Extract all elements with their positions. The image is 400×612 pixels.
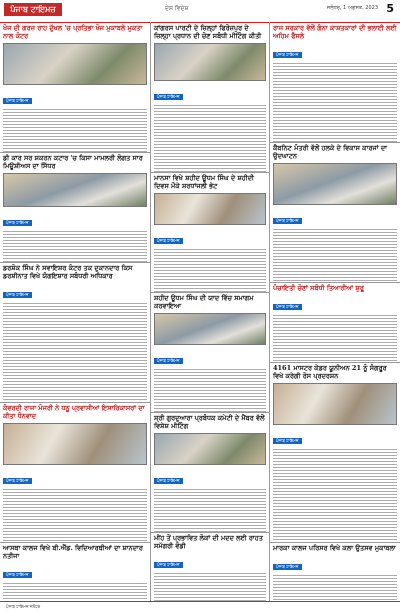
page-number: 5: [386, 2, 394, 15]
article-body: [3, 487, 147, 543]
footer-text: ਪੰਜਾਬ ਟਾਇਮਜ਼ ਜਲੰਧਰ: [6, 604, 41, 609]
story-photo: [3, 173, 147, 207]
story-photo: [154, 43, 266, 81]
story-headline: ਰਾਜ ਸਰਕਾਰ ਵੱਲੋਂ ਗੰਨਾ ਕਾਸ਼ਤਕਾਰਾਂ ਦੀ ਭਲਾਈ ਲਈ ਅਹਿਮ ਫੈਸਲੇ: [273, 24, 397, 40]
column-2: [151, 22, 269, 602]
article-body: [273, 573, 397, 602]
story-photo: [154, 433, 266, 465]
byline-tag: ਪੰਜਾਬ ਟਾਇਮਜ਼: [273, 52, 302, 58]
byline-tag: ਪੰਜਾਬ ਟਾਇਮਜ਼: [273, 304, 302, 310]
page-footer: [0, 601, 400, 612]
byline-tag: ਪੰਜਾਬ ਟਾਇਮਜ਼: [3, 478, 32, 484]
story: [270, 542, 400, 602]
story-headline: ਸ਼ਹੀਦ ਊਧਮ ਸਿੰਘ ਦੀ ਯਾਦ ਵਿੱਚ ਸਮਾਗਮ ਕਰਵਾਇਆ: [154, 294, 254, 310]
story: [151, 22, 269, 173]
article-body: [3, 581, 147, 602]
issue-date: ਜਲੰਧਰ, 1 ਅਗਸਤ, 2023: [326, 5, 378, 11]
masthead-title: ਪੰਜਾਬ ਟਾਇਮਜ਼: [4, 3, 62, 16]
section-name: ਦੇਸ਼ ਵਿਦੇਸ਼: [165, 5, 189, 12]
article-body: [273, 447, 397, 543]
byline-tag: ਪੰਜਾਬ ਟਾਇਮਜ਼: [154, 358, 183, 364]
story: [0, 402, 150, 543]
byline-tag: ਪੰਜਾਬ ਟਾਇਮਜ਼: [154, 478, 183, 484]
story-headline: ਆਸਥਾ ਕਾਲਜ ਵਿਖੇ ਬੀ.ਐੱਡ. ਵਿਦਿਆਰਥੀਆਂ ਦਾ ਸ਼ਾਨਦਾਰ ਨਤੀਜਾ: [3, 544, 143, 560]
byline-tag: ਪੰਜਾਬ ਟਾਇਮਜ਼: [273, 438, 302, 444]
story-photo: [273, 383, 397, 425]
article-body: [154, 103, 266, 173]
article-body: [154, 571, 266, 602]
story-headline: ਮੀਂਹ ਤੋਂ ਪ੍ਰਭਾਵਿਤ ਲੋਕਾਂ ਦੀ ਮਦਦ ਲਈ ਰਾਹਤ ਸਮੱਗਰੀ ਵੰਡੀ: [154, 534, 263, 550]
story: [0, 22, 150, 153]
byline-tag: ਪੰਜਾਬ ਟਾਇਮਜ਼: [3, 220, 32, 226]
byline-tag: ਪੰਜਾਬ ਟਾਇਮਜ਼: [154, 94, 183, 100]
story-headline: ਸ਼੍ਰੀ ਗੁਰਦੁਆਰਾ ਪ੍ਰਬੰਧਕ ਕਮੇਟੀ ਦੇ ਮੈਂਬਰ ਵੱਲੋਂ ਵਿਸ਼ੇਸ਼ ਮੀਟਿੰਗ: [154, 414, 265, 430]
story-photo: [154, 313, 266, 345]
story-headline: ਡੀ ਕਾਰ ਸਰ ਸ਼ਕਰਨ ਕਟਾਰ 'ਚ ਕਿਸਾ ਮਾਮਲਰੀ ਲੋਗਤ ਸਾਰ ਮਿਊਸ਼ੀਅਸ ਦਾ ਸਿੱਧਰ: [3, 154, 143, 170]
story-headline: ਡਰਸ਼ੋਕ ਸਿੰਘ ਨੇ ਸਵਾਇਸ਼ਰ ਕੰਟਰ ਤਕ ਦੁਕਾਨਦਾਰ ਕਿਸ ਡਰਸ਼ੀਨਾਤ ਵਿਖੇ ਯੰਗਇਸ਼ਾਰ ਸਬੰਧਰੀ ਅਧਿਕਾਰ: [3, 264, 133, 280]
article-body: [3, 301, 147, 403]
byline-tag: ਪੰਜਾਬ ਟਾਇਮਜ਼: [3, 98, 32, 104]
article-body: [273, 227, 397, 283]
article-body: [273, 61, 397, 143]
story-photo: [154, 193, 266, 225]
story: [270, 22, 400, 143]
story-headline: 4161 ਮਾਸਟਰ ਕੇਡਰ ਯੂਨੀਅਨ 21 ਨੂੰ ਸੰਗਰੂਰ ਵਿਖੇ ਕਰੇਗੀ ਰੋਸ ਪ੍ਰਦਰਸ਼ਨ: [273, 364, 387, 380]
story: [151, 532, 269, 602]
story-headline: ਕੰਵਰਦੀ ਰਾਜਾ ਮੰਜਰੀ ਨੇ ਧਨੂ ਪ੍ਰਵਾਸੀਆਂ ਇਸਾਰਿਕਾਸਰਾਂ ਦਾ ਕੀਤਾ ਧੰਨਵਾਦ: [3, 404, 145, 420]
article-body: [154, 247, 266, 293]
column-1: [0, 22, 150, 602]
story: [270, 362, 400, 543]
byline-tag: ਪੰਜਾਬ ਟਾਇਮਜ਼: [154, 562, 183, 568]
byline-tag: ਪੰਜਾਬ ਟਾਇਮਜ਼: [273, 218, 302, 224]
story-headline: ਖੋਜ ਦੀ ਗਰਜ਼ ਰਾਹ ਦੁੱਖਲ 'ਚ ਪ੍ਰਤਿਭਾ ਖੋਜ ਮੁਕਾਬਲੇ ਮੁਕਤਾ ਨਾਲ ਕੋਟਰ: [3, 24, 143, 40]
page-header: [0, 0, 400, 23]
story-headline: ਪੰਚਾਇਤੀ ਚੋਣਾਂ ਸਬੰਧੀ ਤਿਆਰੀਆਂ ਸ਼ੁਰੂ: [273, 284, 364, 292]
story: [151, 412, 269, 533]
article-body: [273, 313, 397, 363]
story: [270, 142, 400, 283]
story-headline: ਮਾਰਕਾ ਕਾਲਜ ਪਰਿਸਰ ਵਿਖੇ ਕਲਾ ਉਤਸਵ ਮੁਕਾਬਲਾ: [273, 544, 396, 552]
article-body: [154, 367, 266, 413]
story: [0, 152, 150, 263]
story-headline: ਕਾਂਗਰਸ ਪਾਰਟੀ ਦੇ ਜ਼ਿਲ੍ਹਾਂ ਫਿਰੋਜ਼ਪੁਰ ਦੇ ਜ਼ਿਲ੍ਹਾ ਪ੍ਰਧਾਨ ਦੀ ਚੋਣ ਸਬੰਧੀ ਮੀਟਿੰਗ ਕੀਤੀ: [154, 24, 262, 40]
byline-tag: ਪੰਜਾਬ ਟਾਇਮਜ਼: [3, 292, 32, 298]
story-headline: ਮਾਨਸਾ ਵਿਖੇ ਸ਼ਹੀਦ ਊਧਮ ਸਿੰਘ ਦੇ ਸ਼ਹੀਦੀ ਦਿਵਸ ਮੌਕੇ ਸ਼ਰਧਾਂਜਲੀ ਭੇਟ: [154, 174, 254, 190]
story: [0, 262, 150, 403]
story-headline: ਕੈਬਨਿਟ ਮੰਤਰੀ ਵੱਲੋਂ ਹਲਕੇ ਦੇ ਵਿਕਾਸ ਕਾਰਜਾਂ ਦਾ ਉਦਘਾਟਨ: [273, 144, 388, 160]
column-3: [270, 22, 400, 602]
byline-tag: ਪੰਜਾਬ ਟਾਇਮਜ਼: [3, 572, 32, 578]
story: [270, 282, 400, 363]
story: [0, 542, 150, 602]
article-body: [154, 487, 266, 533]
byline-tag: ਪੰਜਾਬ ਟਾਇਮਜ਼: [273, 564, 302, 570]
byline-tag: ਪੰਜਾਬ ਟਾਇਮਜ਼: [154, 238, 183, 244]
article-body: [3, 229, 147, 263]
story-photo: [3, 423, 147, 465]
story-photo: [273, 163, 397, 205]
story-photo: [3, 43, 147, 85]
story: [151, 292, 269, 413]
article-body: [3, 107, 147, 153]
story: [151, 172, 269, 293]
